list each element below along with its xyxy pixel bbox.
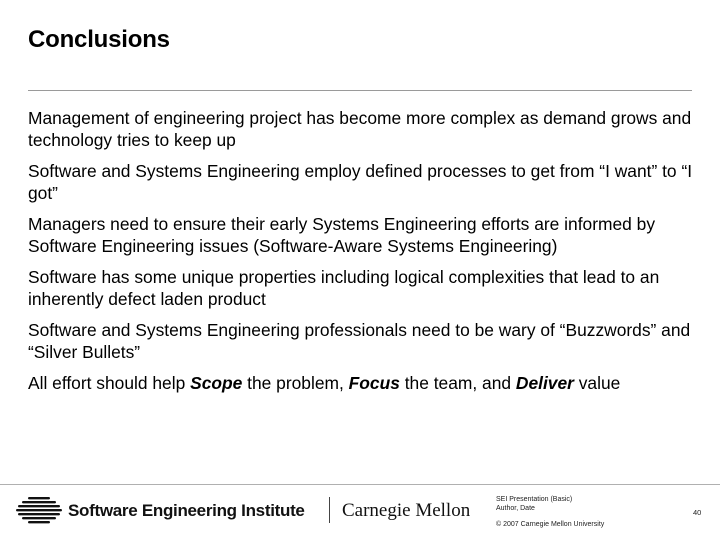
bullet-item — [28, 373, 708, 395]
bullet-item — [28, 108, 708, 151]
page-number: 40 — [693, 508, 702, 517]
presentation-author-date: Author, Date — [496, 505, 535, 512]
emphasis-text: Deliver — [515, 373, 574, 393]
emphasis-text: Scope — [190, 373, 243, 393]
bullet-item — [28, 320, 708, 363]
bullet-text: value — [573, 373, 621, 393]
bullet-list — [28, 108, 708, 405]
presentation-info — [496, 495, 605, 528]
logo-divider — [329, 497, 330, 523]
bullet-text: Software and Systems Engineering employ defined processes to get from “I want” to “I got” — [28, 161, 693, 203]
bullet-item — [28, 214, 708, 257]
bullet-text: Software has some unique properties including logical complexities that lead to an inherently defect laden product — [28, 267, 660, 309]
bullet-item — [28, 267, 708, 310]
institute-name: Software Engineering Institute — [68, 501, 305, 520]
slide-title: Conclusions — [28, 26, 170, 53]
emphasis-text: Focus — [348, 373, 400, 393]
bullet-text: Software and Systems Engineering professionals need to be wary of “Buzzwords” and “Silver Bullets” — [28, 320, 691, 362]
bullet-text: the problem, — [242, 373, 349, 393]
bullet-text: Managers need to ensure their early Systems Engineering efforts are informed by Software Engineering issues (Software-Aware Systems Engineering) — [28, 214, 656, 256]
bullet-text: All effort should help — [28, 373, 191, 393]
presentation-title: SEI Presentation (Basic) — [496, 496, 573, 503]
copyright-notice: © 2007 Carnegie Mellon University — [496, 521, 605, 528]
sei-logo-icon — [16, 497, 62, 525]
bullet-item — [28, 161, 708, 204]
footer-divider — [0, 484, 720, 485]
university-name: Carnegie Mellon — [342, 500, 471, 521]
bullet-text: Management of engineering project has become more complex as demand grows and technology tries to keep up — [28, 108, 692, 150]
title-divider — [28, 90, 692, 91]
bullet-text: the team, and — [399, 373, 516, 393]
